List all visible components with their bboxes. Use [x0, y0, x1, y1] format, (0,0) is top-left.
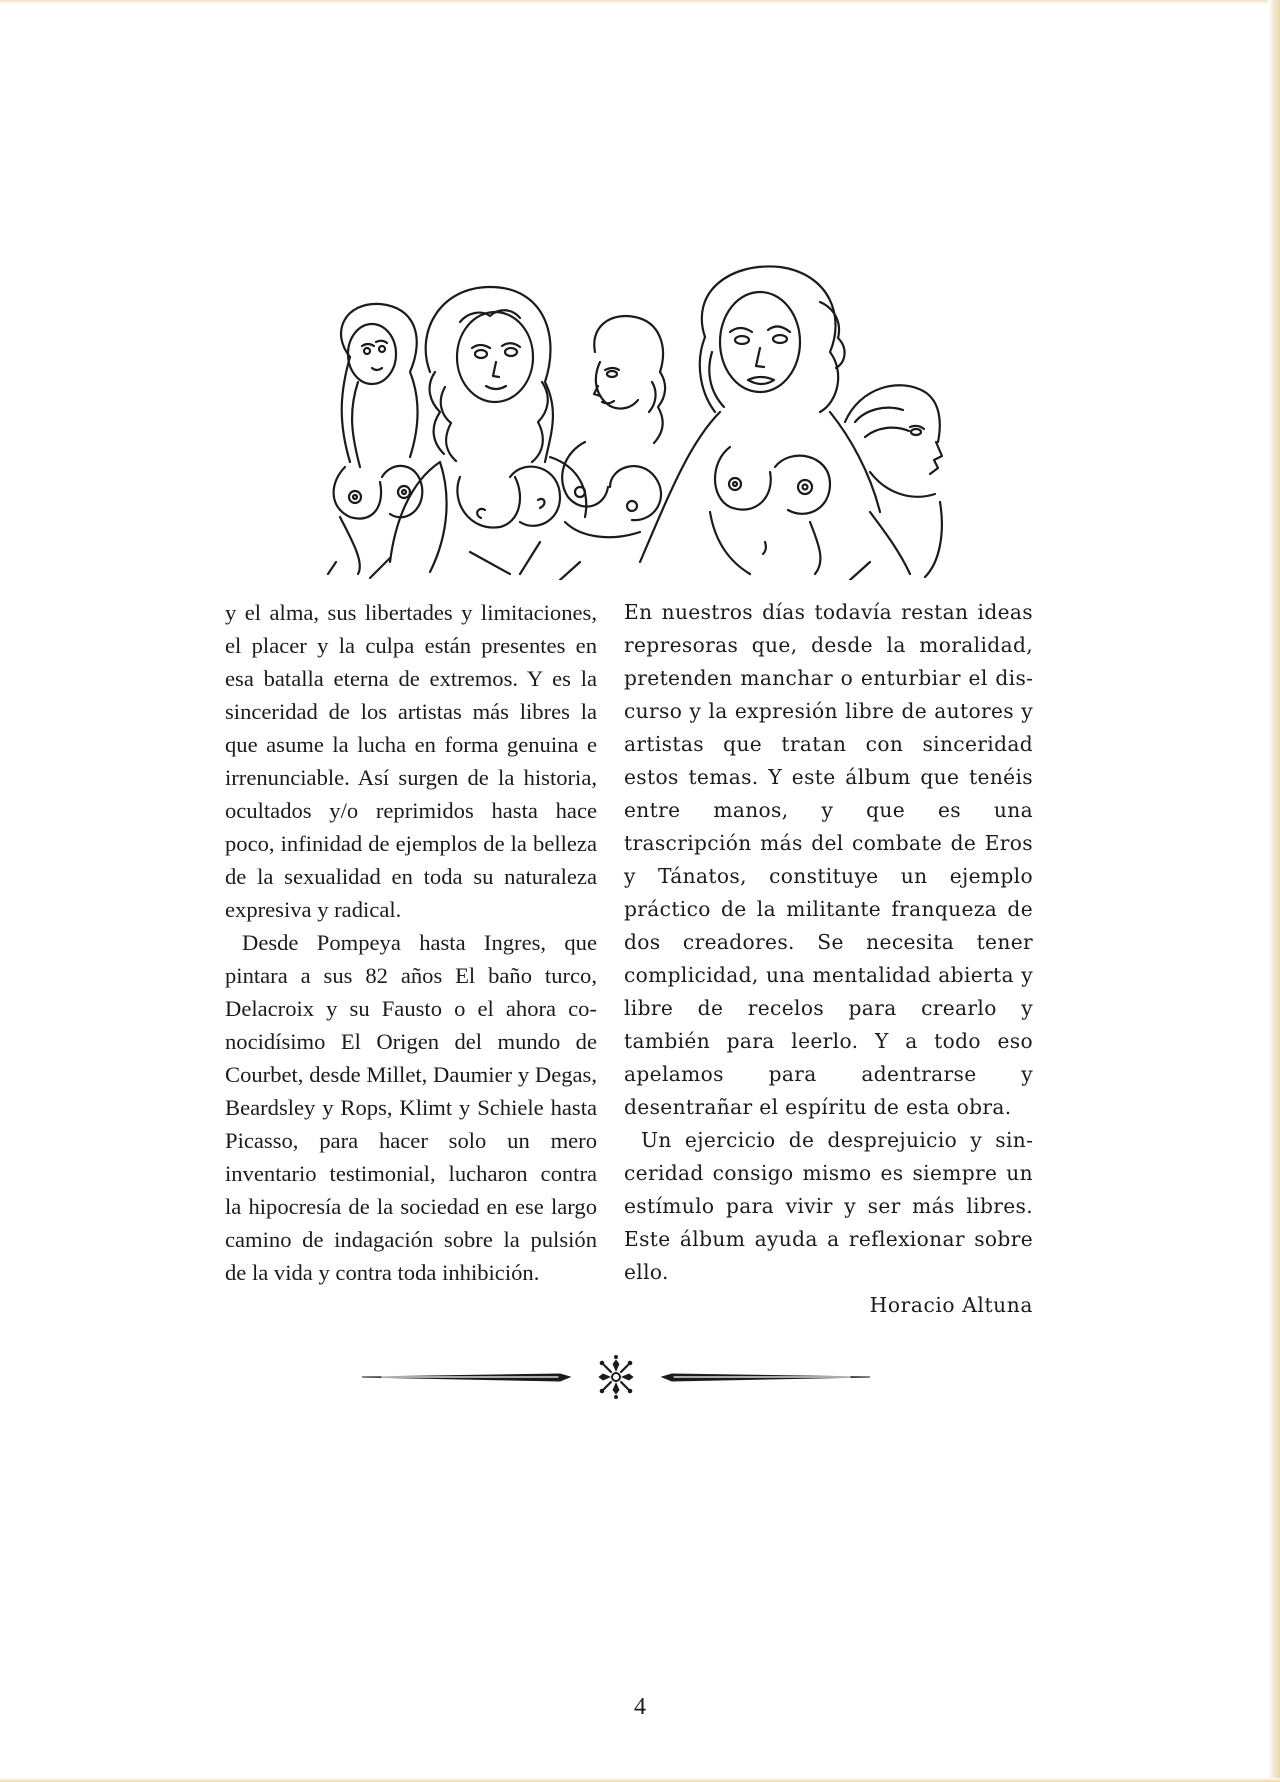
- author-signature: Horacio Altuna: [869, 1293, 1033, 1317]
- right-paragraph-1: En nuestros días todavía restan ideas represoras que, desde la moralidad, pretenden manchar o enturbiar el discurso y la expresión libre de autores y artistas que tratan con sinceridad estos temas. Y este álbum que tenéis entre manos, y que es una trascripción más del combate de Eros y Tánatos, constituye un ejemplo práctico de la militante franqueza de dos creadores. Se necesita tener complicidad, una mentalidad abierta y libre de recelos para crearlo y también para leerlo. Y a todo eso apelamos para adentrarse y desentrañar el espíritu de esta obra.: [624, 600, 1033, 1119]
- flourish-divider-with-flower-icon: [362, 1352, 870, 1402]
- left-text-column: [225, 596, 597, 1289]
- figure-curly-hair: [390, 287, 586, 574]
- figure-profile-middle: [562, 316, 665, 537]
- left-paragraph-2: Desde Pompeya hasta Ingres, que pintara a sus 82 años El baño turco, Delacroix y su Fausto o el ahora conocidísimo El Origen del mundo de Courbet, desde Millet, Daumier y Degas, Beardsley y Rops, Klimt y Schiele hasta Picasso, para hacer solo un mero inventario testimonial, lucharon contra la hipocresía de la sociedad en ese largo camino de indagación sobre la pulsión de la vida y contra toda inhibición.: [225, 930, 597, 1285]
- line-drawing-of-five-nude-women-icon: [310, 262, 950, 580]
- paper-bottom-edge: [0, 1778, 1280, 1782]
- figure-left: [334, 304, 423, 574]
- left-paragraph-1: y el alma, sus libertades y limitaciones, el placer y la culpa están presentes en esa batalla eterna de extremos. Y es la sinceridad de los artistas más libres la que asume la lucha en forma genuina e irrenunciable. Así surgen de la historia, ocultados y/o reprimidos hasta hace poco, infinidad de ejemplos de la belleza de la sexualidad en toda su naturaleza expresiva y radical.: [225, 600, 597, 922]
- right-text-column: [624, 596, 1033, 1322]
- page-number: 4: [634, 1694, 646, 1720]
- paper-top-edge: [0, 0, 1280, 4]
- figure-profile-right: [845, 385, 942, 577]
- figure-large-right: [640, 266, 880, 574]
- right-paragraph-2: Un ejercicio de desprejuicio y sinceridad consigo mismo es siempre un estímulo para vivir y ser más libres. Este álbum ayuda a reflexionar sobre ello.: [624, 1128, 1033, 1284]
- paper-right-edge: [1268, 0, 1280, 1782]
